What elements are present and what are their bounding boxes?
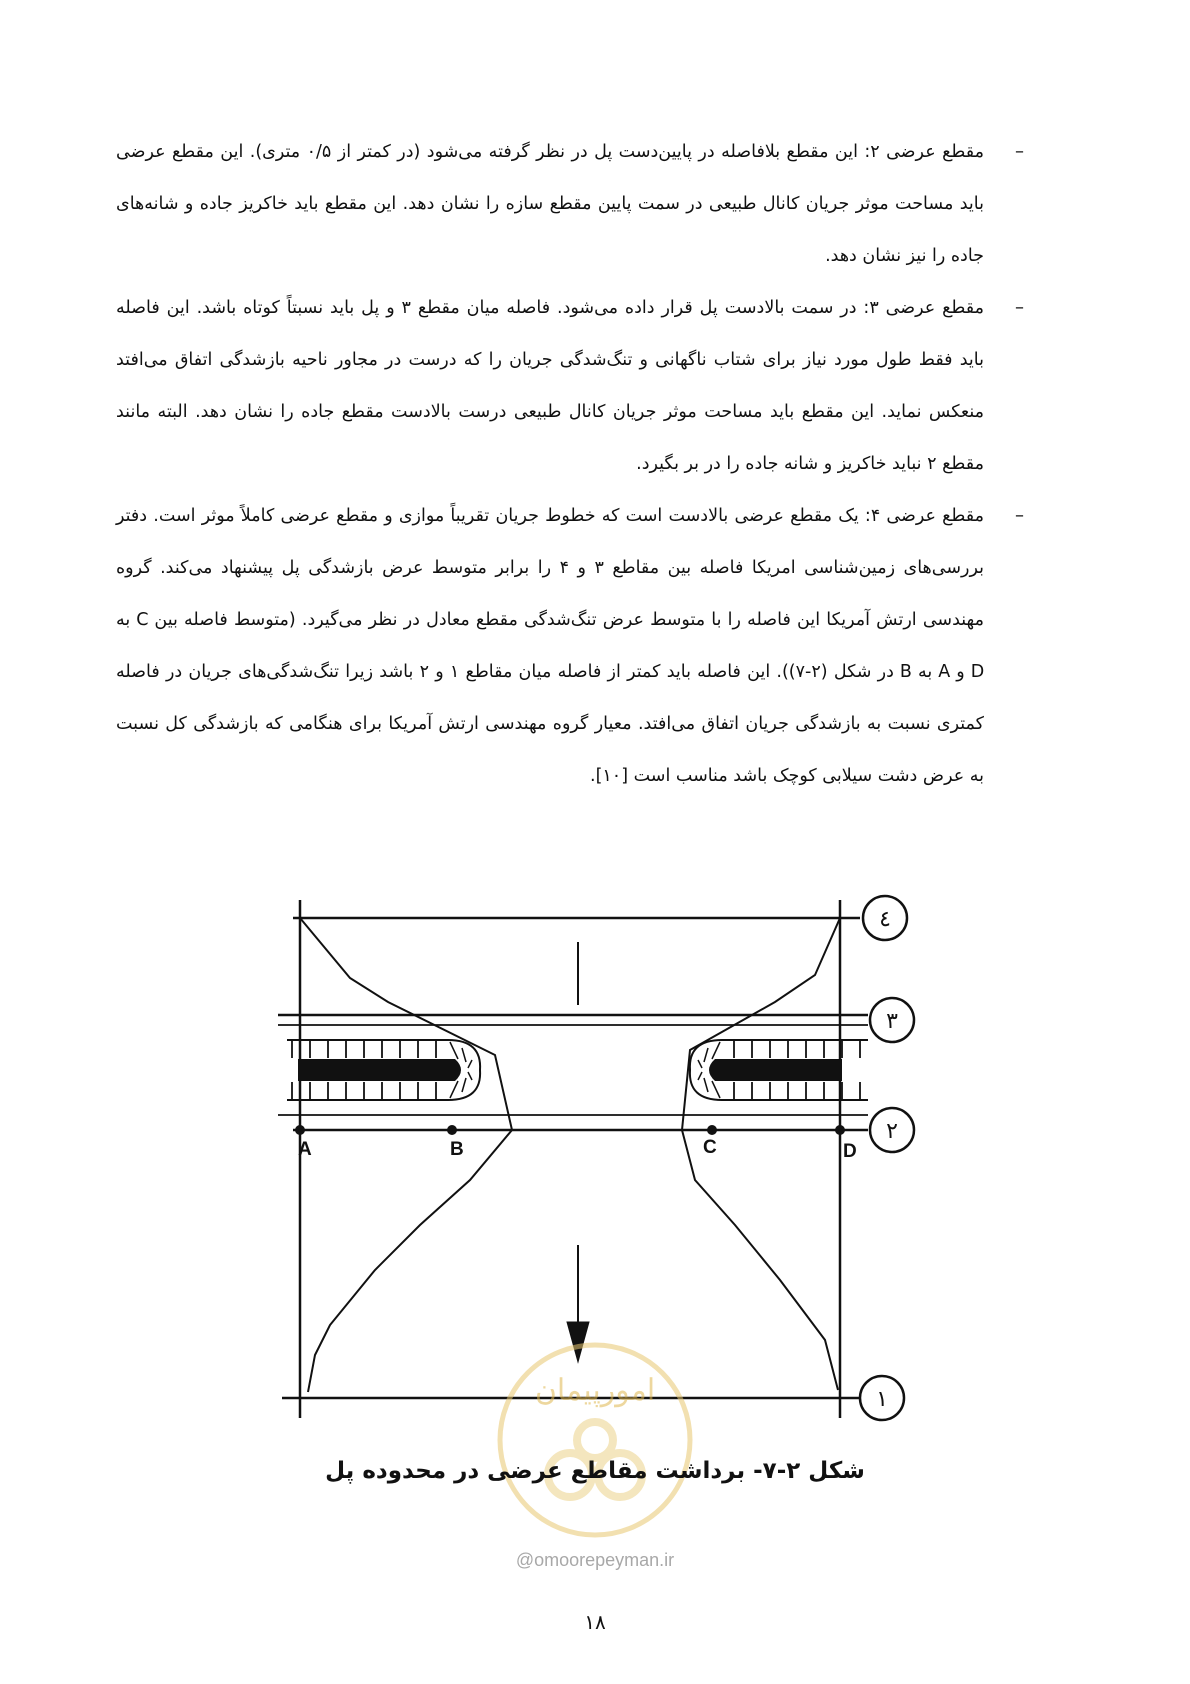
bullet-dash: – (1015, 297, 1024, 318)
watermark-logo (490, 1325, 700, 1555)
bullet-dash: – (1015, 141, 1024, 162)
section-number-2: ٢ (886, 1118, 898, 1143)
point-c-marker (707, 1125, 717, 1135)
point-a-label: A (298, 1139, 312, 1160)
section-number-4: ٤ (879, 906, 891, 931)
left-flow-boundary (300, 918, 512, 1392)
paragraph-section-4: مقطع عرضی ۴: یک مقطع عرضی بالادست است که خطوط جریان تقریباً موازی و مقطع عرضی کاملاً موثر است. دفتر بررسی‌های زمین‌شناسی امریکا فاصله بین مقاطع ۳ و ۴ را برابر متوسط عرض بازشدگی پل پیشنهاد می‌کند. گروه مهندسی ارتش آمریکا این فاصله را با متوسط عرض تنگ‌شدگی مقطع معادل در نظر می‌گیرد. (متوسط فاصله بین C به D و A به B در شکل (۲-۷)). این فاصله باید کمتر از فاصله میان مقاطع ۱ و ۲ باشد زیرا تنگ‌شدگی‌های جریان در فاصله کمتری نسبت به بازشدگی جریان اتفاق می‌افتد. معیار گروه مهندسی ارتش آمریکا برای هنگامی که بازشدگی کل نسبت به عرض دشت سیلابی کوچک باشد مناسب است [۱۰]. (116, 506, 984, 786)
list-item (116, 490, 1024, 802)
paragraph-section-2: مقطع عرضی ۲: این مقطع بلافاصله در پایین‌دست پل در نظر گرفته می‌شود (در کمتر از ۰/۵ متری). این مقطع عرضی باید مساحت موثر جریان کانال طبیعی در سمت پایین مقطع سازه را نشان دهد. این مقطع باید خاکریز جاده و شانه‌های جاده را نیز نشان دهد. (116, 142, 984, 266)
watermark-site: @omoorepeyman.ir (515, 1550, 675, 1570)
point-d-label: D (843, 1141, 857, 1162)
watermark-logo-text: امورپیمان (534, 1374, 656, 1407)
paragraph-section-3: مقطع عرضی ۳: در سمت بالادست پل قرار داده می‌شود. فاصله میان مقطع ۳ و پل باید نسبتاً کوتاه باشد. این فاصله باید فقط طول مورد نیاز برای شتاب ناگهانی و تنگ‌شدگی جریان را که درست در مجاور ناحیه بازشدگی اتفاق می‌افتد منعکس نماید. این مقطع باید مساحت موثر جریان کانال طبیعی درست بالادست مقطع جاده را نشان دهد. البته مانند مقطع ۲ نباید خاکریز و شانه جاده را در بر بگیرد. (116, 298, 984, 474)
point-a-marker (295, 1125, 305, 1135)
left-embankment (287, 1040, 480, 1100)
point-b-marker (447, 1125, 457, 1135)
point-c-label: C (703, 1137, 717, 1158)
point-d-marker (835, 1125, 845, 1135)
page-number: ۱۸ (584, 1610, 606, 1634)
bullet-list (116, 126, 1024, 802)
bullet-dash: – (1015, 505, 1024, 526)
section-number-3: ٣ (886, 1008, 898, 1033)
figure-caption: شکل ۲-۷- برداشت مقاطع عرضی در محدوده پل (325, 1458, 865, 1484)
section-number-1: ١ (876, 1386, 888, 1411)
right-embankment (690, 1040, 868, 1100)
point-b-label: B (450, 1139, 464, 1160)
list-item (116, 282, 1024, 490)
list-item (116, 126, 1024, 282)
